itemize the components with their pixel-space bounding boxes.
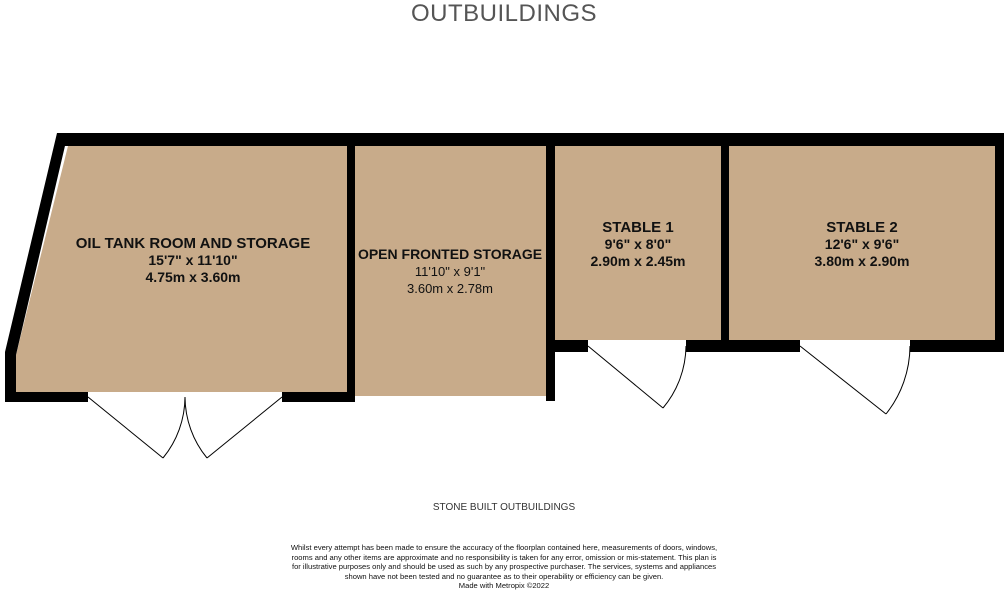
- room-label-stable-1: [555, 219, 721, 270]
- credit-text: Made with Metropix ©2022: [458, 581, 550, 590]
- page-title: OUTBUILDINGS: [410, 0, 598, 27]
- room-metric: 4.75m x 3.60m: [145, 269, 241, 285]
- room-name: OPEN FRONTED STORAGE: [357, 246, 543, 262]
- top-wall: [57, 133, 1004, 146]
- bottom-wall-e: [910, 340, 1004, 352]
- bottom-wall-d: [686, 340, 800, 352]
- right-wall: [995, 133, 1004, 352]
- room-metric: 2.90m x 2.45m: [590, 253, 686, 269]
- disclaimer-text: Whilst every attempt has been made to ensure the accuracy of the floorplan contained here, measurements of doors, windows, rooms and any other items are approximate and no responsibility is taken for any error, omission or mis-statement. This plan is for illustrative purposes only and should be used as such by any prospective purchaser. The services, systems and appliances shown have not been tested and no guarantee as to their operability or efficiency can be given.: [290, 543, 718, 581]
- double-door-oil-tank: [88, 397, 282, 458]
- room-label-open-fronted: [345, 246, 555, 297]
- room-name: STABLE 1: [602, 219, 674, 236]
- bottom-wall-b: [282, 392, 355, 402]
- door-stable-2: [800, 346, 910, 414]
- bottom-wall-a: [5, 392, 88, 402]
- room-imperial: 12'6" x 9'6": [824, 236, 900, 252]
- caption: STONE BUILT OUTBUILDINGS: [432, 502, 576, 513]
- room-name: STABLE 2: [826, 219, 898, 236]
- room-metric: 3.80m x 2.90m: [814, 253, 910, 269]
- disclaimer-block: [290, 543, 718, 591]
- room-label-stable-2: [729, 219, 995, 270]
- bottom-wall-c: [546, 340, 588, 352]
- partition-wall-3: [721, 133, 729, 352]
- door-stable-1: [588, 346, 686, 408]
- room-imperial: 11'10" x 9'1": [414, 264, 486, 279]
- room-imperial: 15'7" x 11'10": [148, 252, 238, 268]
- room-imperial: 9'6" x 8'0": [604, 236, 672, 252]
- room-metric: 3.60m x 2.78m: [407, 281, 493, 296]
- room-label-oil-tank: [57, 235, 329, 286]
- room-name: OIL TANK ROOM AND STORAGE: [75, 235, 311, 252]
